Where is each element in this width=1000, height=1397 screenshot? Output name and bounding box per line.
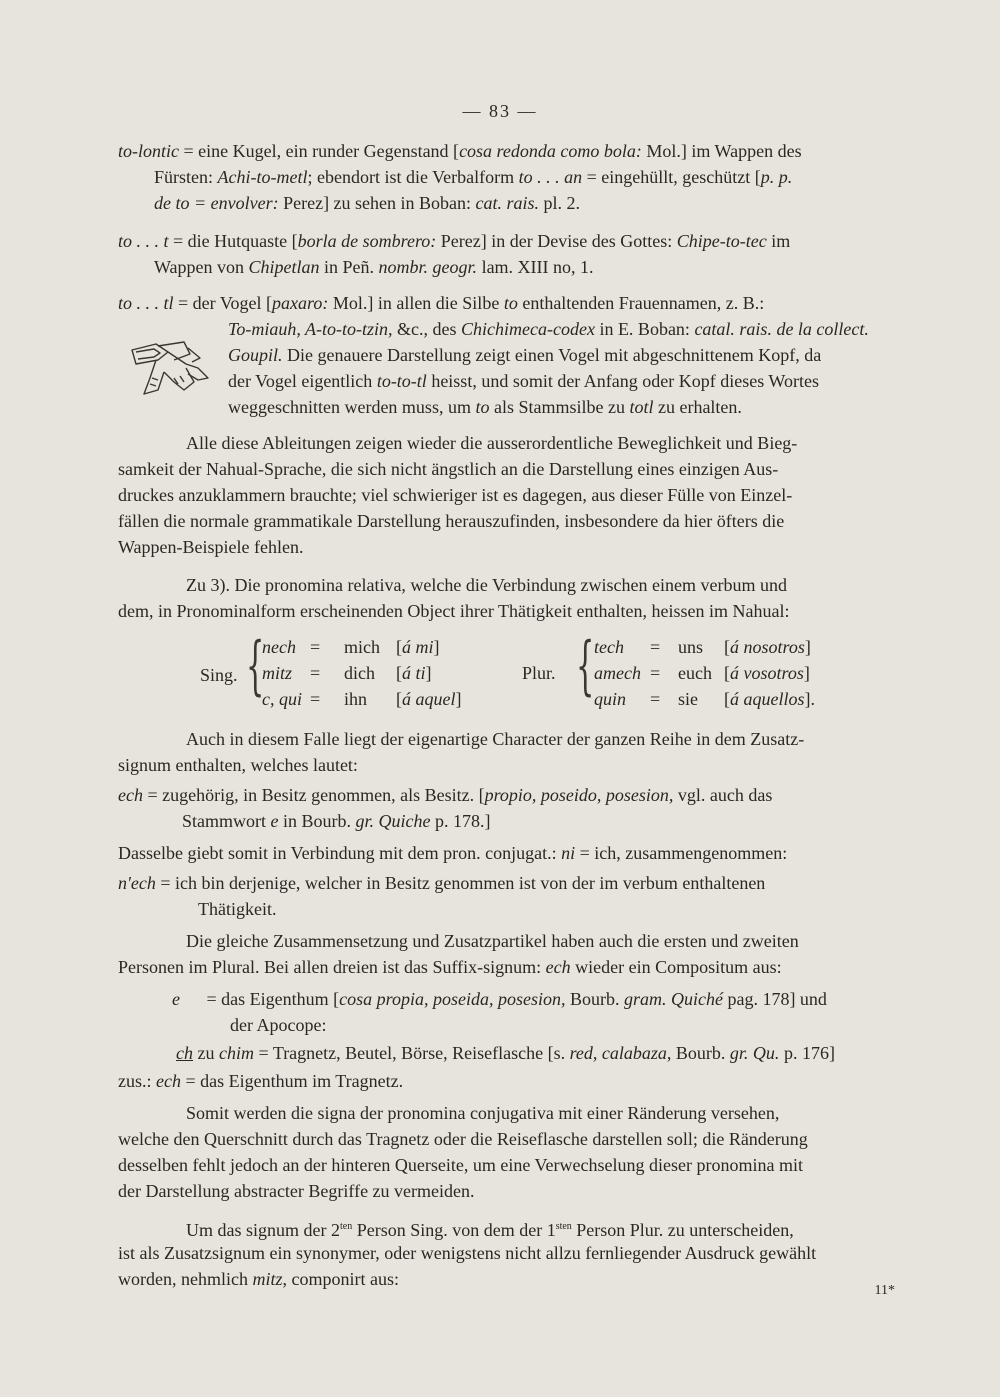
entry-ech-line-1: [118, 782, 772, 808]
entry-nech-line-2: Thätigkeit.: [198, 899, 277, 919]
paragraph-6-line-3: desselben fehlt jedoch an der hinteren Querseite, um eine Verwechselung dieser pronomina mit: [118, 1155, 803, 1175]
text: Fürsten:: [154, 167, 218, 187]
paragraph-2-line-2: dem, in Pronominalform erscheinenden Object ihrer Thätigkeit enthalten, heissen im Nahual:: [118, 601, 790, 621]
text: paxaro:: [272, 293, 329, 313]
paragraph-6-line-2: welche den Querschnitt durch das Tragnetz oder die Reiseflasche darstellen soll; die Ränderung: [118, 1129, 808, 1149]
text: Um das signum der 2: [186, 1220, 340, 1240]
text: Chipe-to-tec: [676, 231, 767, 251]
text: in Peñ.: [319, 257, 379, 277]
text: p. 176]: [779, 1043, 835, 1063]
text: =: [310, 637, 321, 657]
text: ihn: [344, 689, 368, 709]
entry-to-t-line-2: [154, 254, 594, 280]
text: á mi: [402, 637, 434, 657]
paragraph-1-line-5: Wappen-Beispiele fehlen.: [118, 537, 304, 557]
text: enthaltenden Frauennamen, z. B.:: [517, 293, 765, 313]
entry-term: e: [172, 989, 180, 1009]
text: in E. Boban:: [594, 319, 695, 339]
text: Die genauere Darstellung zeigt einen Vogel mit abgeschnittenem Kopf, da: [282, 345, 822, 365]
paragraph-1-line-4: fällen die normale grammatikale Darstellung herauszufinden, insbesondere da hier öfters die: [118, 511, 785, 531]
text: á ti: [402, 663, 426, 683]
text: totl: [629, 397, 654, 417]
text: ]: [455, 689, 462, 709]
text: als Stammsilbe zu: [489, 397, 630, 417]
entry-e-line-1: [172, 986, 827, 1012]
paragraph-5-line-2: [118, 954, 782, 980]
entry-to-tl-line-2: [228, 316, 869, 342]
entry-to-lontic-line-1: [118, 138, 802, 164]
text: Mol.] in allen die Silbe: [328, 293, 504, 313]
text: uns: [678, 637, 704, 657]
entry-ch-line-1: [176, 1040, 835, 1066]
pronoun-form: nech: [262, 637, 296, 657]
paragraph-7-line-3: [118, 1266, 399, 1292]
text: á vosotros: [730, 663, 804, 683]
text: =: [650, 689, 661, 709]
text: To-miauh, A-to-to-tzin,: [228, 319, 393, 339]
text: ten: [339, 1221, 353, 1232]
entry-to-tl-line-3: [228, 342, 821, 368]
text: Perez] in der Devise des Gottes:: [436, 231, 677, 251]
entry-zus-ech-line-1: [118, 1068, 403, 1094]
text: = Tragnetz, Beutel, Börse, Reiseflasche [s.: [254, 1043, 570, 1063]
paragraph-6-line-4: der Darstellung abstracter Begriffe zu vermeiden.: [118, 1181, 475, 1201]
paragraph-2-line-1: Zu 3). Die pronomina relativa, welche die Verbindung zwischen einem verbum und: [186, 575, 787, 595]
sing-label: Sing.: [200, 665, 238, 685]
text: cosa propia, poseida, posesion,: [339, 989, 566, 1009]
text: Personen im Plural. Bei allen dreien ist das Suffix-signum:: [118, 957, 546, 977]
text: worden, nehmlich: [118, 1269, 253, 1289]
pronoun-form: quin: [594, 689, 627, 709]
entry-to-tl-line-4: [228, 368, 819, 394]
plur-row-2: [594, 660, 810, 686]
text: to . . . an: [518, 167, 583, 187]
plur-brace: {: [576, 629, 595, 703]
entry-ech-line-2: [182, 808, 491, 834]
text: mitz: [252, 1269, 283, 1289]
text: propio, poseido, posesion,: [484, 785, 674, 805]
text: = ich bin derjenige, welcher in Besitz genommen ist von der im verbum enthaltenen: [155, 873, 766, 893]
page-number: — 83 —: [462, 101, 538, 121]
text: zu: [193, 1043, 219, 1063]
text: [: [724, 637, 730, 657]
text: im: [766, 231, 791, 251]
text: Chichimeca-codex: [461, 319, 595, 339]
text: = das Eigenthum im Tragnetz.: [180, 1071, 404, 1091]
text: = eingehüllt, geschützt [: [582, 167, 761, 187]
sing-brace: {: [246, 629, 265, 703]
text: = zugehörig, in Besitz genommen, als Besitz. [: [142, 785, 485, 805]
text: to: [503, 293, 518, 313]
sing-row-3: [262, 686, 462, 712]
entry-term: ch: [176, 1043, 193, 1063]
pronoun-form: tech: [594, 637, 624, 657]
entry-term: n'ech: [118, 873, 156, 893]
entry-nech-line-1: [118, 870, 765, 896]
pronoun-form: mitz: [262, 663, 293, 683]
signature-mark: 11*: [874, 1283, 895, 1298]
paragraph-7-line-1: [186, 1214, 794, 1243]
text: catal. rais. de la collect.: [694, 319, 869, 339]
text: gr. Quiche: [355, 811, 431, 831]
entry-term: to . . . tl: [118, 293, 174, 313]
text: lam. XIII no, 1.: [477, 257, 594, 277]
text: der Vogel eigentlich: [228, 371, 377, 391]
text: [: [724, 663, 730, 683]
pronoun-form: amech: [594, 663, 641, 683]
text: , componirt aus:: [282, 1269, 399, 1289]
paragraph-1-line-1: Alle diese Ableitungen zeigen wieder die ausserordentliche Beweglichkeit und Bieg-: [186, 433, 798, 453]
text: [: [396, 663, 402, 683]
text: heisst, und somit der Anfang oder Kopf dieses Wortes: [426, 371, 819, 391]
text: á aquel: [402, 689, 456, 709]
text: e: [270, 811, 279, 831]
text: to: [475, 397, 490, 417]
text: pag. 178] und: [722, 989, 827, 1009]
text: dich: [344, 663, 375, 683]
entry-to-tl-line-5: [228, 394, 742, 420]
text: =: [650, 663, 661, 683]
entry-term: ech: [156, 1071, 181, 1091]
text: Goupil.: [228, 345, 283, 365]
text: wieder ein Compositum aus:: [570, 957, 782, 977]
paragraph-1-line-2: samkeit der Nahual-Sprache, die sich nicht ängstlich an die Darstellung eines einzigen Aus-: [118, 459, 779, 479]
text: de to = envolver:: [154, 193, 279, 213]
text: á nosotros: [730, 637, 805, 657]
text: ; ebendort ist die Verbalform: [307, 167, 519, 187]
text: [: [396, 637, 402, 657]
entry-to-lontic-line-2: [154, 164, 792, 190]
entry-to-tl-line-1: [118, 290, 764, 316]
text: sie: [678, 689, 698, 709]
text: sten: [555, 1221, 572, 1232]
paragraph-3-line-1: Auch in diesem Falle liegt der eigenartige Character der ganzen Reihe in dem Zusatz-: [186, 729, 805, 749]
paragraph-5-line-1: Die gleiche Zusammensetzung und Zusatzpartikel haben auch die ersten und zweiten: [186, 931, 799, 951]
text: [: [396, 689, 402, 709]
text: to-to-tl: [376, 371, 427, 391]
text: = ich, zusammengenommen:: [575, 843, 788, 863]
text: [: [724, 689, 730, 709]
text: ]: [804, 637, 811, 657]
paragraph-1-line-3: druckes anzuklammern brauchte; viel schwieriger ist es dagegen, aus dieser Fülle von Einzel-: [118, 485, 793, 505]
bird-glyph-illustration: [128, 338, 214, 400]
text: chim: [219, 1043, 254, 1063]
entry-term: to-lontic: [118, 141, 179, 161]
text: weggeschnitten werden muss, um: [228, 397, 476, 417]
text: Person Plur. zu unterscheiden,: [571, 1220, 794, 1240]
text: ni: [561, 843, 576, 863]
text: =: [310, 689, 321, 709]
text: =: [650, 637, 661, 657]
text: euch: [678, 663, 712, 683]
text: borla de sombrero:: [297, 231, 437, 251]
entry-to-lontic-line-3: [154, 190, 580, 216]
text: Perez] zu sehen in Boban:: [278, 193, 476, 213]
entry-e-line-2: der Apocope:: [230, 1015, 327, 1035]
text: &c., des: [392, 319, 461, 339]
text: Wappen von: [154, 257, 249, 277]
paragraph-6-line-1: Somit werden die signa der pronomina conjugativa mit einer Ränderung versehen,: [186, 1103, 780, 1123]
plur-row-3: [594, 686, 815, 712]
text: Dasselbe giebt somit in Verbindung mit dem pron. conjugat.:: [118, 843, 562, 863]
text: = das Eigenthum [: [202, 989, 340, 1009]
text: á aquellos: [730, 689, 805, 709]
text: nombr. geogr.: [378, 257, 478, 277]
paragraph-7-line-2: ist als Zusatzsignum ein synonymer, oder wenigstens nicht allzu fernliegender Ausdruck gewählt: [118, 1243, 817, 1263]
text: mich: [344, 637, 380, 657]
pronoun-form: c, qui: [262, 689, 302, 709]
text: ech: [545, 957, 571, 977]
entry-term: ech: [118, 785, 143, 805]
paragraph-3-line-2: signum enthalten, welches lautet:: [118, 755, 358, 775]
paragraph-4-line-1: [118, 840, 787, 866]
text: = eine Kugel, ein runder Gegenstand [: [179, 141, 460, 161]
text: cat. rais.: [475, 193, 540, 213]
text: Bourb.: [565, 989, 624, 1009]
text: gr. Qu.: [729, 1043, 780, 1063]
text: vgl. auch das: [673, 785, 773, 805]
text: pl. 2.: [539, 193, 581, 213]
text: ]: [803, 663, 810, 683]
text: Achi-to-metl: [217, 167, 308, 187]
text: ].: [804, 689, 815, 709]
text: red, calabaza,: [569, 1043, 672, 1063]
text: = die Hutquaste [: [168, 231, 298, 251]
text: Person Sing. von dem der 1: [352, 1220, 556, 1240]
text: in Bourb.: [278, 811, 356, 831]
text: zu erhalten.: [653, 397, 742, 417]
plur-row-1: [594, 634, 811, 660]
text: Bourb.: [671, 1043, 730, 1063]
text: =: [310, 663, 321, 683]
entry-term: to . . . t: [118, 231, 169, 251]
text: gram. Quiché: [623, 989, 723, 1009]
text: p. 178.]: [430, 811, 491, 831]
sing-row-1: [262, 634, 440, 660]
text: Chipetlan: [248, 257, 320, 277]
entry-to-t-line-1: [118, 228, 790, 254]
text: ]: [425, 663, 432, 683]
text: Stammwort: [182, 811, 271, 831]
text: ]: [433, 637, 440, 657]
text: cosa redonda como bola:: [459, 141, 642, 161]
text: Mol.] im Wappen des: [641, 141, 802, 161]
plur-label: Plur.: [522, 663, 556, 683]
text: zus.:: [118, 1071, 156, 1091]
text: = der Vogel [: [173, 293, 272, 313]
sing-row-2: [262, 660, 432, 686]
text: p. p.: [760, 167, 793, 187]
